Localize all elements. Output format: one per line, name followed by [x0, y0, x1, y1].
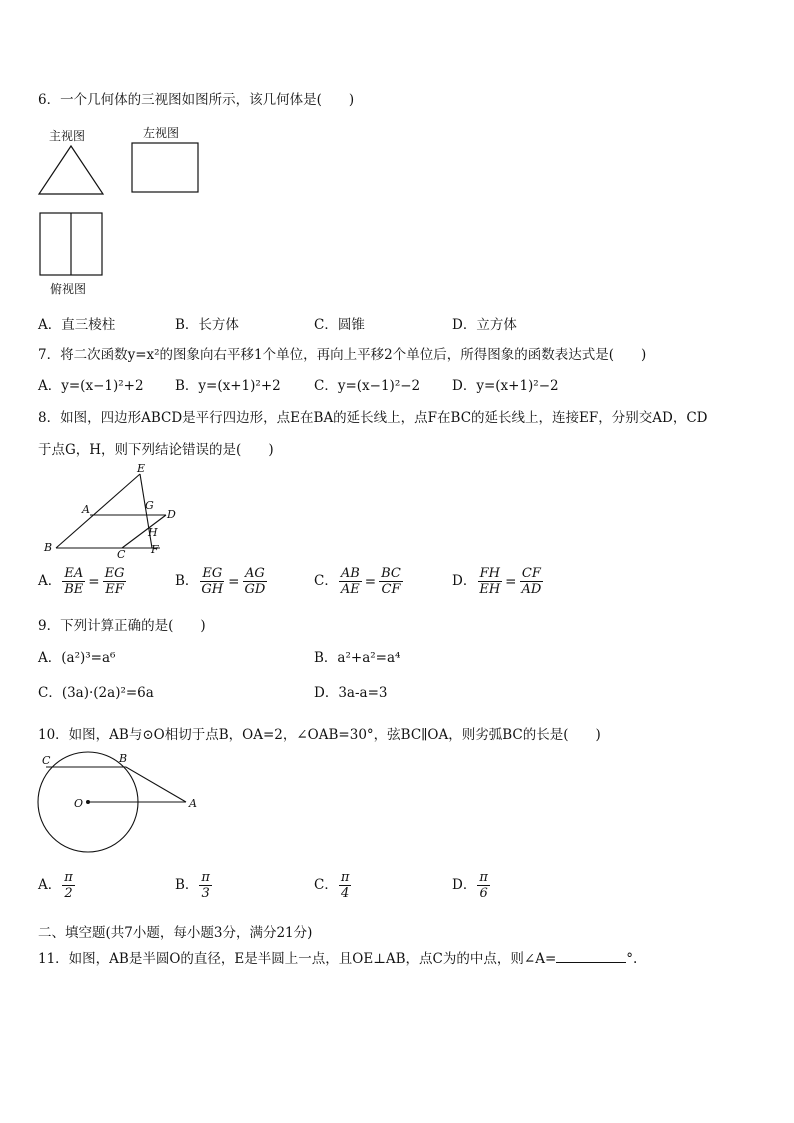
q6-left-view-label: 左视图: [143, 126, 180, 140]
q8-option-c[interactable]: C． $\frac{AB}{AE}$ = $\frac{BC}{CF}$: [314, 566, 401, 597]
q8-option-a-left-fraction: $\frac{EA}{BE}$: [64, 566, 84, 597]
q10-option-a[interactable]: A． $\frac{\pi}{2}$: [38, 870, 73, 901]
q8-label-b: B: [44, 541, 53, 554]
q9-option-c[interactable]: C．(3a)·(2a)²=6a: [38, 685, 154, 701]
q6-left-view-rectangle: [131, 142, 201, 194]
q6-option-b[interactable]: B．长方体: [175, 317, 239, 333]
q6-top-view-rectangle: [39, 212, 105, 278]
q10-option-b[interactable]: B． $\frac{\pi}{3}$: [175, 870, 210, 901]
q7-stem: 7．将二次函数y=x²的图象向右平移1个单位，再向上平移2个单位后，所得图象的函数表达式是( ): [38, 347, 647, 363]
q10-option-d-fraction: $\frac{\pi}{6}$: [479, 870, 488, 901]
q8-option-d[interactable]: D． $\frac{FH}{EH}$ = $\frac{CF}{AD}$: [452, 566, 542, 597]
q8-option-b-left-fraction: $\frac{EG}{GH}$: [201, 566, 224, 597]
q10-option-b-fraction: $\frac{\pi}{3}$: [201, 870, 210, 901]
q8-line-dc: [122, 515, 166, 548]
q6-front-view-label: 主视图: [49, 129, 86, 143]
q8-option-d-left-fraction: $\frac{FH}{EH}$: [479, 566, 501, 597]
q8-option-c-left-fraction: $\frac{AB}{AE}$: [340, 566, 360, 597]
q6-top-view-label: 俯视图: [50, 282, 87, 296]
q7-option-d[interactable]: D．y=(x+1)²−2: [452, 378, 559, 394]
q8-option-c-right-fraction: $\frac{BC}{CF}$: [381, 566, 401, 597]
q9-option-d[interactable]: D．3a-a=3: [314, 685, 388, 701]
q8-label-c: C: [117, 548, 126, 561]
q8-option-a[interactable]: A． $\frac{EA}{BE}$ = $\frac{EG}{EF}$: [38, 566, 125, 597]
q10-circle-tangent-figure: [36, 750, 206, 858]
q10-stem: 10．如图，AB与⊙O相切于点B，OA=2，∠OAB=30°，弦BC∥OA，则劣弧BC的长是( ): [38, 727, 601, 743]
q10-center-point: [86, 800, 90, 804]
q8-option-d-right-fraction: $\frac{CF}{AD}$: [521, 566, 542, 597]
q7-option-b[interactable]: B．y=(x+1)²+2: [175, 378, 281, 394]
q10-option-c[interactable]: C． $\frac{\pi}{4}$: [314, 870, 350, 901]
q6-stem: 6．一个几何体的三视图如图所示，该几何体是( ): [38, 92, 355, 108]
q8-option-b-right-fraction: $\frac{AG}{GD}$: [244, 566, 266, 597]
q8-label-h: H: [148, 526, 158, 539]
q9-stem: 9．下列计算正确的是( ): [38, 618, 206, 634]
q11-answer-blank[interactable]: [556, 950, 626, 963]
q6-option-c[interactable]: C．圆锥: [314, 317, 365, 333]
q7-option-a[interactable]: A．y=(x−1)²+2: [38, 378, 144, 394]
q6-front-view-triangle: [37, 144, 105, 196]
q8-option-a-right-fraction: $\frac{EG}{EF}$: [104, 566, 125, 597]
q10-label-a: A: [189, 797, 197, 810]
q8-label-f: F: [151, 543, 159, 556]
q6-option-a[interactable]: A．直三棱柱: [38, 317, 116, 333]
q8-label-g: G: [145, 499, 154, 512]
q8-parallelogram-figure: [38, 460, 188, 562]
q8-label-e: E: [137, 462, 146, 475]
q10-label-c: C: [42, 754, 51, 767]
q10-label-o: O: [74, 797, 84, 810]
q8-label-d: D: [167, 508, 176, 521]
q10-option-c-fraction: $\frac{\pi}{4}$: [340, 870, 350, 901]
q7-option-c[interactable]: C．y=(x−1)²−2: [314, 378, 421, 394]
q8-label-a: A: [82, 503, 90, 516]
q9-option-a[interactable]: A．(a²)³=a⁶: [38, 650, 116, 666]
q8-stem-line1: 8．如图，四边形ABCD是平行四边形，点E在BA的延长线上，点F在BC的延长线上，连接EF，分别交AD，CD: [38, 410, 708, 426]
q10-label-b: B: [119, 752, 128, 765]
q8-stem-line2: 于点G，H，则下列结论错误的是( ): [38, 442, 274, 458]
q8-option-b[interactable]: B． $\frac{EG}{GH}$ = $\frac{AG}{GD}$: [175, 566, 266, 597]
q8-line-be: [56, 474, 140, 548]
q9-option-b[interactable]: B．a²+a²=a⁴: [314, 650, 401, 666]
section-2-heading: 二、填空题(共7小题，每小题3分，满分21分): [38, 925, 313, 941]
q10-option-d[interactable]: D． $\frac{\pi}{6}$: [452, 870, 488, 901]
q6-option-d[interactable]: D．立方体: [452, 317, 517, 333]
q11-stem: 11．如图，AB是半圆O的直径，E是半圆上一点，且OE⊥AB，点C为的中点，则∠A= °.: [38, 951, 638, 967]
q10-option-a-fraction: $\frac{\pi}{2}$: [64, 870, 73, 901]
